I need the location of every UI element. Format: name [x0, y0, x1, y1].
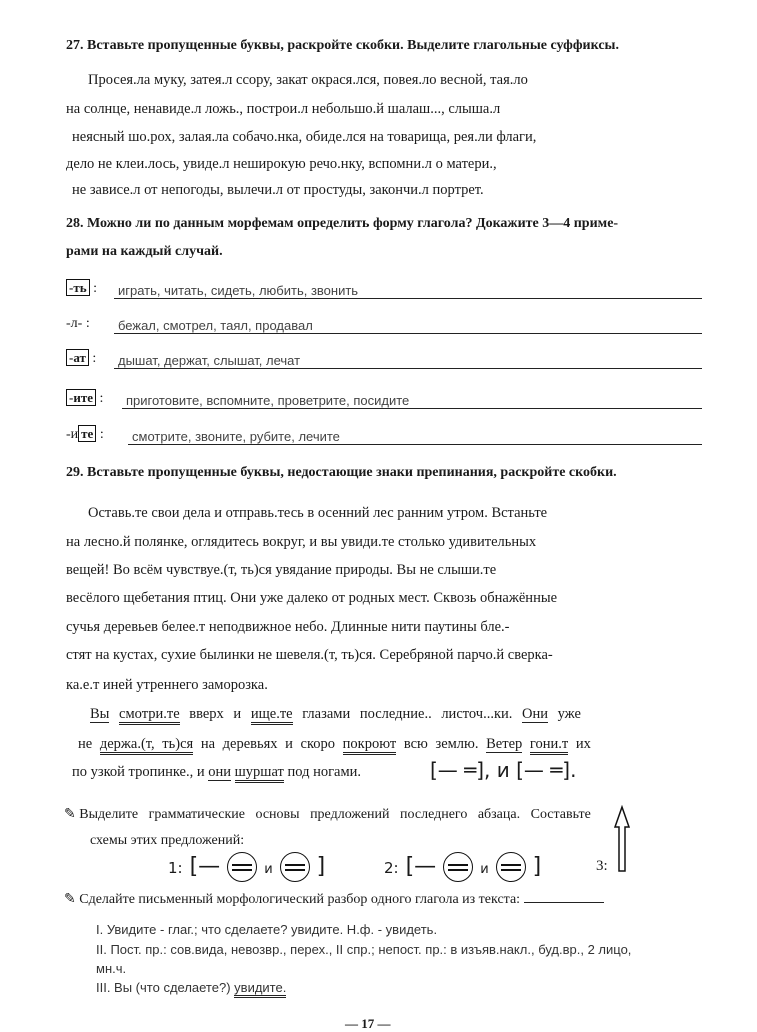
text-line: на лесно.й полянке, оглядитесь вокруг, и вы увиди.те столько удивительных: [66, 534, 537, 550]
predicate-circle: [227, 852, 257, 882]
sentence-scheme-handwritten: [— ═], и [— ═].: [430, 758, 577, 782]
exercise-29-title: 29. Вставьте пропущенные буквы, недостающие знаки препинания, раскройте скобки.: [66, 465, 617, 480]
answer-field[interactable]: приготовите, вспомните, проветрите, посидите: [122, 393, 702, 409]
exercise-27-title: 27. Вставьте пропущенные буквы, раскройте скобки. Выделите глагольные суффиксы.: [66, 38, 619, 53]
exercise-28-title: 28. Можно ли по данным морфемам определить форму глагола? Докажите 3—4 приме-: [66, 216, 619, 231]
answer-line: III. Вы (что сделаете?) увидите.: [96, 980, 286, 995]
morpheme-label: -и: [66, 427, 79, 442]
answer-field[interactable]: смотрите, звоните, рубите, лечите: [128, 429, 702, 445]
morpheme-row: -ть : играть, читать, сидеть, любить, звонить: [66, 277, 702, 299]
text-line: Оставь.те свои дела и отправь.тесь в осенний лес ранним утром. Встаньте: [88, 505, 548, 521]
page-number: — 17 —: [345, 1016, 391, 1031]
morpheme-row: -и те : смотрите, звоните, рубите, лечите: [66, 423, 702, 445]
answer-line: II. Пост. пр.: сов.вида, невозвр., перех., II спр.; непост. пр.: в изъяв.накл., буд.вр., 2 лицо,: [96, 942, 632, 957]
predicate-circle: [496, 852, 526, 882]
exercise-28-title-cont: рами на каждый случай.: [66, 244, 223, 259]
text-line: неясный шо.рох, залая.ла собачо.нка, обиде.лся на товарища, рея.ли флаги,: [72, 129, 537, 145]
text-line: на солнце, ненавиде.л ложь., построи.л небольшо.й шалаш..., слыша.л: [66, 101, 501, 117]
answer-field[interactable]: играть, читать, сидеть, любить, звонить: [114, 283, 702, 299]
morpheme-box: -ть: [66, 279, 90, 296]
text-line: весёлого щебетания птиц. Они уже далеко от родных мест. Сквозь обнажённые: [66, 590, 558, 606]
task-text: схемы этих предложений:: [90, 833, 245, 848]
arrow-up-icon: [612, 805, 632, 875]
text-line: не зависе.л от непогоды, вылечи.л от простуды, закончи.л портрет.: [72, 182, 484, 198]
morpheme-row: -ат : дышат, держат, слышат, лечат: [66, 347, 702, 369]
text-line: ка.е.т иней утреннего заморозка.: [66, 677, 268, 693]
scheme-1: 1: [— и ]: [168, 852, 325, 882]
morpheme-label: -л-: [66, 316, 83, 331]
pencil-icon: ✎: [64, 807, 76, 822]
text-line: сучья деревьев белее.т неподвижное небо. Длинные нити паутины бле.-: [66, 619, 510, 635]
scheme-2: 2: [— и ]: [384, 852, 541, 882]
task-morph-analysis: ✎ Сделайте письменный морфологический разбор одного глагола из текста:: [64, 891, 604, 908]
paragraph-line: по узкой тропинке., и они шуршат под ногами.: [72, 764, 361, 781]
task-grammar-bases: ✎ Выделите грамматические основы предложений последнего абзаца. Составьте: [64, 807, 591, 822]
morpheme-row: -ите : приготовите, вспомните, проветрите, посидите: [66, 387, 702, 409]
text-line: дело не клеи.лось, увиде.л неширокую речо.нку, вспомни.л о матери.,: [66, 156, 497, 172]
paragraph-line: не держа.(т, ть)ся на деревьях и скоро покроют всю землю. Ветер гони.т их: [78, 736, 591, 753]
morpheme-row: -л- : бежал, смотрел, таял, продавал: [66, 312, 702, 334]
predicate-circle: [280, 852, 310, 882]
morpheme-box: -ат: [66, 349, 89, 366]
text-line: Просея.ла муку, затея.л ссору, закат окрася.лся, повея.ло весной, тая.ло: [88, 72, 528, 88]
paragraph-line: Вы смотри.те вверх и ище.те глазами последние.. листоч...ки. Они уже: [90, 706, 581, 723]
predicate-circle: [443, 852, 473, 882]
answer-field[interactable]: дышат, держат, слышат, лечат: [114, 353, 702, 369]
answer-line: мн.ч.: [96, 961, 127, 976]
text-line: стят на кустах, сухие былинки не шевеля.(т, ть)ся. Серебряной парчо.й сверка-: [66, 647, 553, 663]
pencil-icon: ✎: [64, 892, 76, 907]
morpheme-box: -ите: [66, 389, 96, 406]
morpheme-box: те: [78, 425, 96, 442]
scheme-3-label: 3:: [596, 858, 608, 874]
text-line: вещей! Во всём чувствуе.(т, ть)ся увядание природы. Вы не слыши.те: [66, 562, 497, 578]
answer-field[interactable]: бежал, смотрел, таял, продавал: [114, 318, 702, 334]
answer-line: I. Увидите - глаг.; что сделаете? увидите. Н.ф. - увидеть.: [96, 922, 438, 937]
